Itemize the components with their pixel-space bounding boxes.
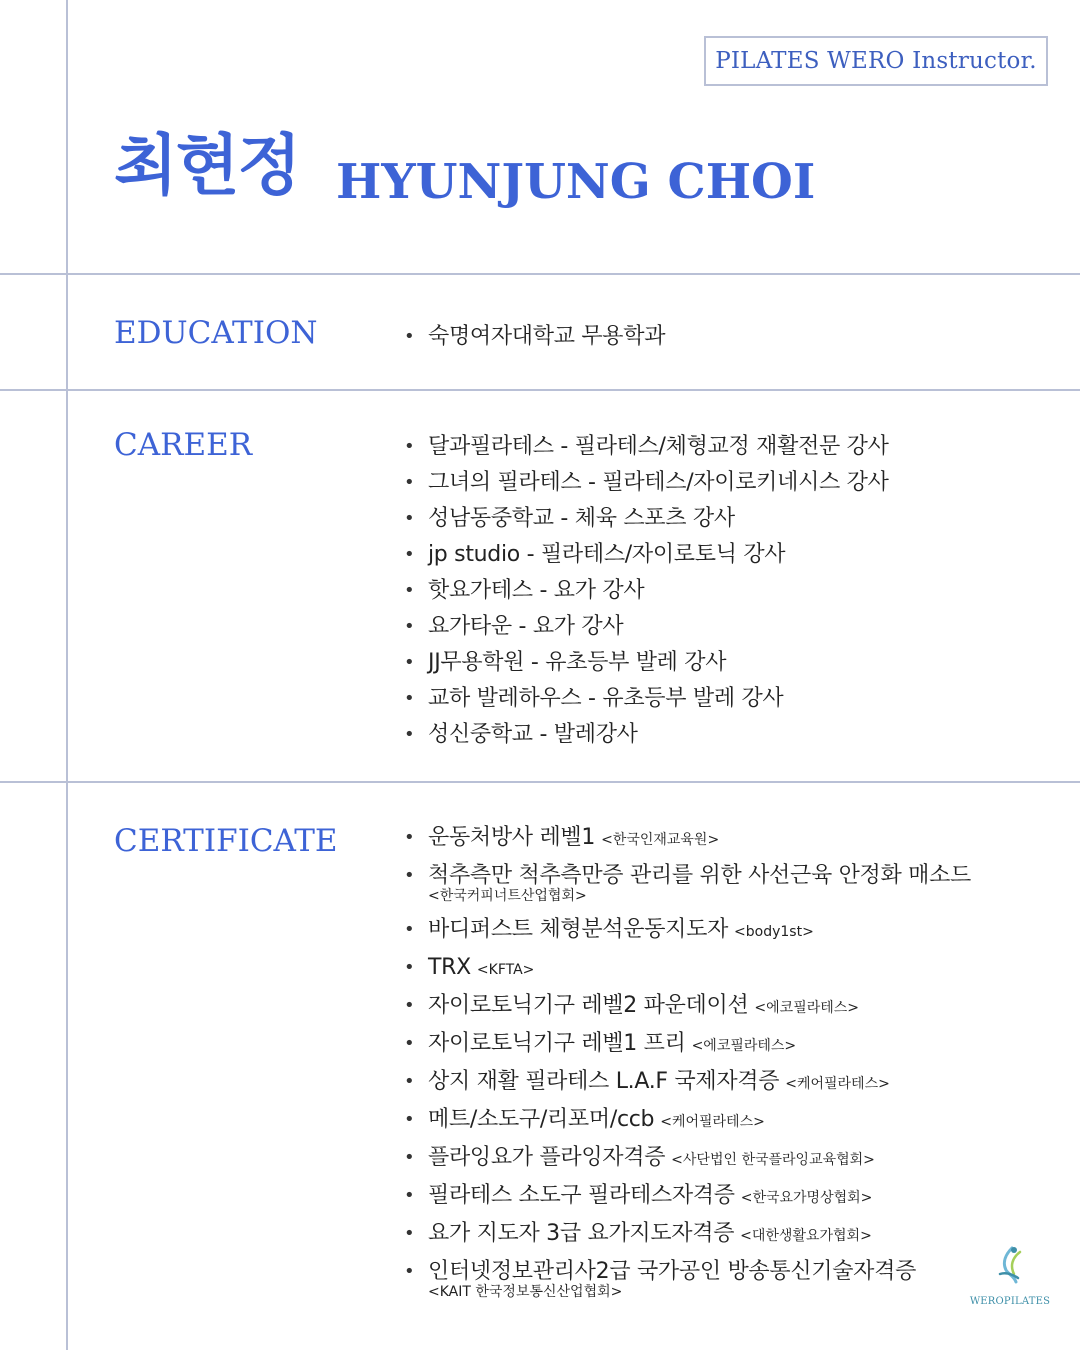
cert-name: 바디퍼스트 체형분석운동지도자 [428,917,729,942]
list-item [400,820,1040,858]
logo-text: WEROPILATES [969,1296,1051,1307]
cert-name: 인터넷정보관리사2급 국가공인 방송통신기술자격증 [428,1259,917,1284]
list-item [400,950,1040,988]
cert-name: TRX [428,955,471,980]
divider-header [0,273,1080,275]
cert-org: <대한생활요가협회> [740,1228,872,1244]
career-title: CAREER [114,427,253,463]
list-item [400,1254,1040,1300]
cert-name: 자이로토닉기구 레벨1 프리 [428,1031,686,1056]
cert-name: 메트/소도구/리포머/ccb [428,1107,655,1132]
name-english: HYUNJUNG CHOI [336,154,816,210]
certificate-title: CERTIFICATE [114,823,338,859]
cert-name: 요가 지도자 3급 요가지도자격증 [428,1221,735,1246]
cert-org: <에코필라테스> [691,1038,797,1054]
list-item: • 숙명여자대학교 무용학과 [400,319,1040,355]
education-title: EDUCATION [114,315,318,351]
cert-org: <케어필라테스> [660,1114,765,1130]
instructor-badge: PILATES WERO Instructor. [704,36,1048,86]
cert-org: <사단법인 한국플라잉교육협회> [671,1152,875,1168]
list-item [400,988,1040,1026]
list-item: • jp studio - 필라테스/자이로토닉 강사 [400,537,1040,573]
cert-org: <한국커피너트산업협회> [428,888,587,904]
name-korean: 최현정 [114,127,300,204]
list-item: • 교하 발레하우스 - 유초등부 발레 강사 [400,681,1040,717]
list-item: • 그녀의 필라테스 - 필라테스/자이로키네시스 강사 [400,465,1040,501]
career-list [400,429,1040,753]
cert-org: <KFTA> [476,962,535,978]
list-item: • 성신중학교 - 발레강사 [400,717,1040,753]
divider-career [0,781,1080,783]
cert-org: <body1st> [734,924,814,940]
education-list [400,319,1040,355]
list-item [400,1102,1040,1140]
list-item: • JJ무용학원 - 유초등부 발레 강사 [400,645,1040,681]
list-item: • 달과필라테스 - 필라테스/체형교정 재활전문 강사 [400,429,1040,465]
cert-org: <한국인재교육원> [601,832,720,848]
list-item [400,912,1040,950]
cert-name: 운동처방사 레벨1 [428,825,596,850]
list-item [400,1026,1040,1064]
cert-name: 척추측만 척추측만증 관리를 위한 사선근육 안정화 매소드 [428,863,972,888]
cert-name: 필라테스 소도구 필라테스자격증 [428,1183,735,1208]
list-item [400,1216,1040,1254]
cert-name: 상지 재활 필라테스 L.A.F 국제자격증 [428,1069,780,1094]
cert-org: <케어필라테스> [785,1076,890,1092]
cert-name: 플라잉요가 플라잉자격증 [428,1145,666,1170]
divider-education [0,389,1080,391]
list-item: • 성남동중학교 - 체육 스포츠 강사 [400,501,1040,537]
wero-logo [962,1244,1058,1320]
list-item [400,858,1040,904]
certificate-list [400,820,1040,1308]
list-item [400,1178,1040,1216]
cert-org: <KAIT 한국정보통신산업협회> [428,1284,623,1300]
list-item [400,1064,1040,1102]
vertical-rule [66,0,68,1350]
list-item: • 요가타운 - 요가 강사 [400,609,1040,645]
list-item [400,1140,1040,1178]
cert-org: <한국요가명상협회> [740,1190,873,1206]
list-item: • 핫요가테스 - 요가 강사 [400,573,1040,609]
cert-org: <에코필라테스> [754,1000,860,1016]
cert-name: 자이로토닉기구 레벨2 파운데이션 [428,993,749,1018]
dancer-figure-icon [990,1244,1030,1294]
